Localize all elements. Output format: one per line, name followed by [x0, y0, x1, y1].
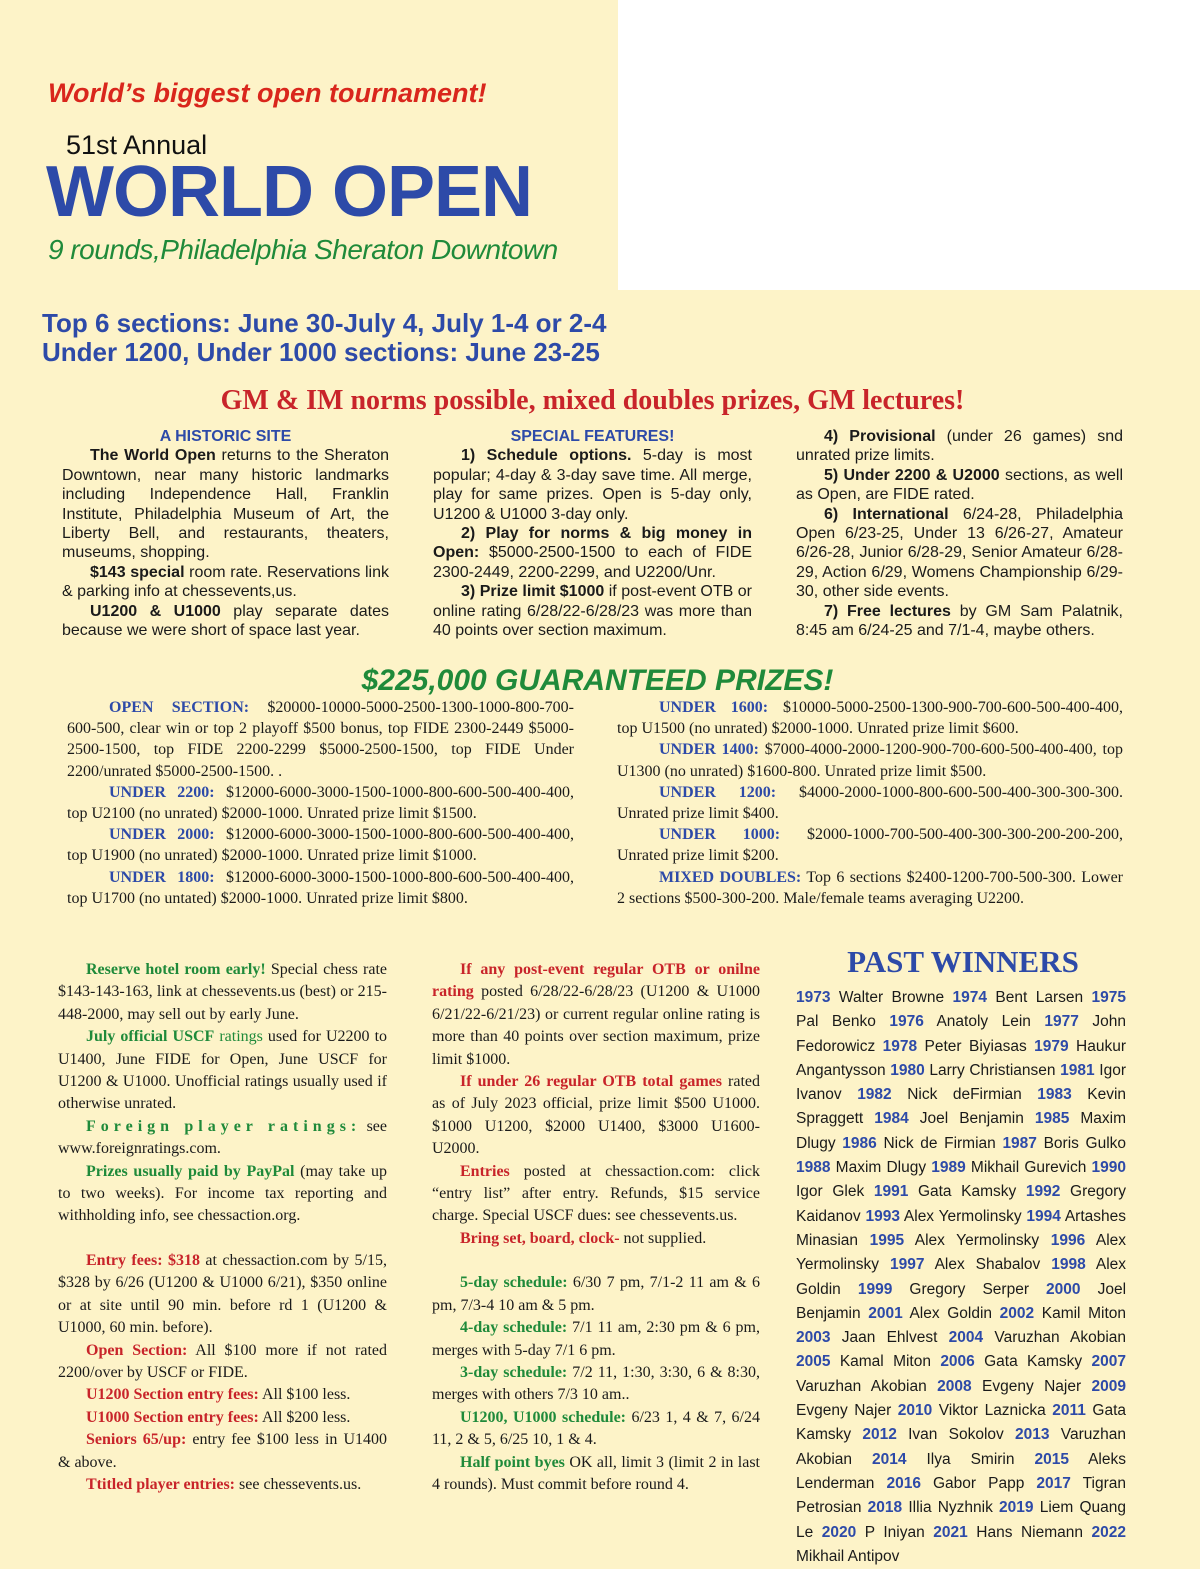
winner-year: 1985: [1034, 1110, 1070, 1128]
winner-year: 2018: [867, 1499, 903, 1517]
historic-heading: A HISTORIC SITE: [159, 428, 292, 445]
winner-name: Ivan Sokolov: [908, 1426, 1004, 1444]
winner-name: Varuzhan Akobian: [796, 1377, 927, 1395]
historic-p3: U1200 & U1000 play separate dates because we were short of space last year.: [62, 602, 389, 640]
winner-name: Gregory Kaidanov: [796, 1183, 1127, 1225]
dates-line-1: Top 6 sections: June 30-July 4, July 1-4 or 2-4: [42, 308, 607, 338]
winner-name: Kamil Miton: [1041, 1304, 1126, 1322]
winner-year: 1981: [1060, 1061, 1095, 1079]
winner-year: 2007: [1091, 1353, 1126, 1371]
paypal-info: Prizes usually paid by PayPal (may take up to two weeks). For income tax reporting and withholding info, see chessaction.org.: [58, 1162, 387, 1225]
winner-name: Peter Biyiasas: [924, 1037, 1027, 1055]
winner-year: 1982: [857, 1086, 892, 1104]
winner-name: Kevin Spraggett: [796, 1086, 1127, 1128]
winner-name: Artashes Minasian: [796, 1207, 1127, 1249]
historic-p1: The World Open returns to the Sheraton Downtown, near many historic landmarks including Independence Hall, Franklin Institute, Philadelphia Museum of Art, the Liberty Bell, and restaurants, theaters, museums, shopping.: [62, 447, 389, 562]
foreign-ratings-info: Foreign player ratings: see www.foreignratings.com.: [58, 1117, 387, 1158]
winner-name: Mikhail Antipov: [796, 1547, 900, 1565]
u1200-fee: U1200 Section entry fees: All $100 less.: [86, 1386, 351, 1404]
tournament-dates: [42, 309, 606, 367]
winner-year: 1977: [1044, 1013, 1079, 1031]
prizes-title: $225,000 GUARANTEED PRIZES!: [361, 664, 834, 697]
winner-year: 1979: [1034, 1037, 1069, 1055]
winner-name: Joel Benjamin: [796, 1280, 1127, 1322]
winner-year: 2020: [821, 1523, 857, 1541]
winner-year: 1996: [1050, 1231, 1086, 1249]
prize-u1600: UNDER 1600: $10000-5000-2500-1300-900-700-600-500-400-400, top U1500 (no unrated) $2000-1000. Unrated prize limit $600.: [617, 699, 1124, 738]
winner-year: 1994: [1026, 1207, 1061, 1225]
winner-name: Illia Nyzhnik: [908, 1499, 993, 1517]
winner-year: 1976: [889, 1013, 924, 1031]
winner-year: 2001: [868, 1304, 903, 1322]
white-corner-panel: [618, 0, 1200, 290]
winner-year: 1978: [882, 1037, 918, 1055]
winner-year: 2015: [1034, 1450, 1069, 1468]
winner-year: 1974: [952, 989, 987, 1006]
winner-year: 2016: [886, 1474, 921, 1492]
winner-name: Varuzhan Akobian: [994, 1329, 1127, 1347]
annual-label: 51st Annual: [66, 130, 208, 160]
winner-name: Varuzhan Akobian: [796, 1426, 1126, 1468]
winner-year: 1988: [796, 1159, 831, 1177]
dates-line-2: Under 1200, Under 1000 sections: June 23-25: [42, 337, 600, 367]
past-winners-list: [796, 986, 1126, 1569]
winner-name: Nick de Firmian: [883, 1134, 996, 1152]
special-features-column: [433, 427, 752, 640]
hotel-info: Reserve hotel room early! Special chess rate $143-143-163, link at chessevents.us (best) or 215-448-2000, may sell out by early June.: [58, 961, 387, 1023]
winner-year: 1991: [873, 1183, 909, 1201]
winner-name: Gata Kamsky: [984, 1353, 1083, 1371]
hotel-entry-column: [58, 959, 387, 1496]
rules-schedule-column: [432, 959, 760, 1496]
schedule-4-day: 4-day schedule: 7/1 11 am, 2:30 pm & 6 pm, merges with 5-day 7/1 6 pm.: [432, 1319, 760, 1359]
winner-year: 2004: [948, 1329, 984, 1347]
prize-u2000: UNDER 2000: $12000-6000-3000-1500-1000-800-600-500-400-400, top U1900 (no unrated) $2000-1000. Unrated prize limit $1000.: [67, 826, 575, 865]
under-26-games-rule: If under 26 regular OTB total games rated as of July 2023 official, prize limit $500 U1000. $1000 U1200, $2000 U1400, $3000 U1600-U2000.: [432, 1073, 760, 1158]
prize-u1000: UNDER 1000: $2000-1000-700-500-400-300-300-200-200-200, Unrated prize limit $200.: [617, 826, 1124, 865]
post-event-rating-rule: If any post-event regular OTB or onilne rating posted 6/28/22-6/28/23 (U1200 & U1000 6/21/22-6/21/23) or current regular online rating is more than 40 points over section maximum, prize limit $1000.: [432, 961, 760, 1068]
winner-year: 2003: [796, 1329, 831, 1347]
winner-name: Anatoly Lein: [936, 1013, 1031, 1031]
prize-u1200: UNDER 1200: $4000-2000-1000-800-600-500-400-300-300-300. Unrated prize limit $400.: [617, 783, 1124, 823]
feature-7: 7) Free lectures by GM Sam Palatnik, 8:45 am 6/24-25 and 7/1-4, maybe others.: [796, 602, 1124, 640]
feature-5: 5) Under 2200 & U2000 sections, as well as Open, are FIDE rated.: [796, 466, 1124, 504]
schedule-u1200-u1000: U1200, U1000 schedule: 6/23 1, 4 & 7, 6/24 11, 2 & 5, 6/25 10, 1 & 4.: [432, 1408, 760, 1449]
winner-year: 1998: [1051, 1256, 1086, 1274]
winner-year: 2013: [1015, 1426, 1050, 1444]
winner-year: 2005: [796, 1353, 831, 1371]
titled-entries: Ttitled player entries: see chessevents.us.: [86, 1475, 362, 1493]
prize-u1400: UNDER 1400: $7000-4000-2000-1200-900-700-600-500-400-400, top U1300 (no unrated) $1600-800. Unrated prize limit $500.: [617, 741, 1123, 780]
winner-year: 2000: [1046, 1280, 1081, 1298]
subtitle: 9 rounds,Philadelphia Sheraton Downtown: [48, 234, 558, 265]
winner-year: 2002: [999, 1304, 1035, 1322]
prize-u1800: UNDER 1800: $12000-6000-3000-1500-1000-800-600-500-400-400, top U1700 (no untated) $2000-1000. Unrated prize limit $800.: [67, 868, 575, 907]
winner-name: Alex Goldin: [796, 1256, 1127, 1298]
seniors-fee: Seniors 65/up: entry fee $100 less in U1400 & above.: [58, 1431, 387, 1471]
winner-name: Gregory Serper: [909, 1280, 1029, 1298]
winner-name: Evgeny Najer: [982, 1377, 1082, 1395]
schedule-5-day: 5-day schedule: 6/30 7 pm, 7/1-2 11 am & 6 pm, 7/3-4 10 am & 5 pm.: [432, 1274, 760, 1314]
bring-set-info: Bring set, board, clock- not supplied.: [460, 1229, 707, 1247]
past-winners-title: PAST WINNERS: [847, 944, 1079, 979]
winner-year: 1984: [874, 1110, 909, 1128]
winner-name: Joel Benjamin: [919, 1110, 1024, 1128]
winner-name: Maxim Dlugy: [796, 1110, 1127, 1152]
winner-year: 1993: [865, 1207, 900, 1225]
winner-name: Evgeny Najer: [796, 1402, 892, 1420]
winner-name: Gata Kamsky: [796, 1402, 1126, 1444]
winner-year: 1986: [842, 1134, 877, 1152]
features-heading: SPECIAL FEATURES!: [510, 428, 675, 445]
feature-6: 6) International 6/24-28, Philadelphia Open 6/23-25, Under 13 6/26-27, Amateur 6/26-28, Junior 6/28-29, Senior Amateur 6/28-29, Action 6/29, Womens Championship 6/29-30, other side events.: [796, 505, 1123, 601]
winner-name: P Iniyan: [864, 1523, 925, 1541]
winner-year: 1987: [1002, 1134, 1037, 1152]
winner-year: 2011: [1052, 1402, 1086, 1420]
winner-name: Igor Glek: [796, 1183, 865, 1201]
open-section-fee: Open Section: All $100 more if not rated 2200/over by USCF or FIDE.: [58, 1341, 387, 1381]
winner-name: Bent Larsen: [995, 989, 1084, 1006]
winner-year: 2008: [937, 1377, 972, 1395]
winner-name: Ilya Smirin: [926, 1450, 1015, 1468]
page-title: WORLD OPEN: [46, 152, 532, 232]
winner-name: Liem Quang Le: [796, 1499, 1127, 1541]
prize-u2200: UNDER 2200: $12000-6000-3000-1500-1000-800-600-500-400-400, top U2100 (no unrated) $2000-1000. Unrated prize limit $1500.: [67, 783, 575, 823]
historic-p2: $143 special room rate. Reservations link & parking info at chessevents,us.: [62, 563, 389, 601]
winner-name: Gabor Papp: [933, 1474, 1025, 1492]
historic-site-column: [62, 427, 389, 640]
u1000-fee: U1000 Section entry fees: All $200 less.: [86, 1408, 351, 1426]
ratings-info: July official USCF ratings used for U2200 to U1400, June FIDE for Open, June USCF for U1200 & U1000. Unofficial ratings usually used if otherwise unrated.: [58, 1028, 388, 1113]
winner-name: Walter Browne: [838, 989, 945, 1006]
winner-name: Haukur Angantysson: [796, 1037, 1126, 1079]
winner-year: 2009: [1091, 1377, 1127, 1395]
winner-name: Alex Yermolinsky: [796, 1231, 1127, 1274]
winner-name: Boris Gulko: [1043, 1134, 1127, 1152]
features-continued-column: [796, 427, 1123, 640]
entry-fees-info: Entry fees: $318 at chessaction.com by 5/15, $328 by 6/26 (U1200 & U1000 6/21), $350 online or at site until 90 min. before rd 1 (U1200 & U1000, 60 min. before).: [58, 1251, 387, 1337]
winner-year: 2021: [933, 1523, 968, 1541]
winner-year: 1997: [889, 1256, 925, 1274]
winner-year: 1992: [1025, 1183, 1061, 1201]
winner-name: Maxim Dlugy: [835, 1159, 927, 1177]
winner-year: 1975: [1091, 989, 1127, 1006]
winner-year: 2012: [862, 1426, 897, 1444]
winner-name: Nick deFirmian: [907, 1086, 1022, 1104]
prize-mixed-doubles: MIXED DOUBLES: Top 6 sections $2400-1200-700-500-300. Lower 2 sections $500-300-200. Male/female teams averaging U2200.: [617, 868, 1124, 907]
feature-4: 4) Provisional (under 26 games) snd unrated prize limits.: [796, 428, 1123, 465]
winner-name: Alex Shabalov: [934, 1256, 1041, 1274]
norms-banner: GM & IM norms possible, mixed doubles prizes, GM lectures!: [220, 385, 965, 416]
winner-year: 1983: [1037, 1086, 1072, 1104]
winner-year: 2022: [1091, 1523, 1127, 1541]
winner-year: 1989: [931, 1159, 966, 1177]
winner-name: Alex Goldin: [909, 1304, 993, 1322]
winner-year: 1995: [869, 1231, 905, 1249]
prize-open: OPEN SECTION: $20000-10000-5000-2500-1300-1000-800-700-600-500, clear win or top 2 playoff $500 bonus, top FIDE 2300-2449 $5000-2500-1500, top FIDE 2200-2299 $5000-2500-1500, top FIDE Under 2200/unrated $5000-2500-1500. .: [67, 699, 575, 780]
winner-name: Mikhail Gurevich: [970, 1159, 1087, 1177]
winner-year: 2017: [1036, 1474, 1071, 1492]
winner-name: Larry Christiansen: [929, 1061, 1056, 1079]
winner-year: 2006: [940, 1353, 975, 1371]
winner-name: Tigran Petrosian: [796, 1474, 1126, 1517]
winner-name: Kamal Miton: [839, 1353, 931, 1371]
winner-year: 2014: [872, 1450, 907, 1468]
winner-year: 1973: [796, 989, 831, 1006]
winner-name: Viktor Laznicka: [938, 1402, 1046, 1420]
winner-name: John Fedorowicz: [796, 1013, 1126, 1055]
winner-name: Gata Kamsky: [917, 1183, 1017, 1201]
winner-year: 2010: [897, 1402, 933, 1420]
prizes-right-column: [617, 697, 1123, 909]
prizes-left-column: [67, 697, 574, 909]
feature-2: 2) Play for norms & big money in Open: $5000-2500-1500 to each of FIDE 2300-2449, 2200-2299, and U2200/Unr.: [433, 525, 752, 581]
winner-year: 2019: [999, 1499, 1034, 1517]
winner-name: Aleks Lenderman: [796, 1450, 1126, 1492]
winner-name: Alex Yermolinsky: [903, 1207, 1022, 1225]
entries-info: Entries posted at chessaction.com: click “entry list” after entry. Refunds, $15 service charge. Special USCF dues: see chessevents.us.: [432, 1162, 760, 1225]
feature-3: 3) Prize limit $1000 if post-event OTB or online rating 6/28/22-6/28/23 was more than 40 points over section maximum.: [433, 583, 753, 640]
winner-name: Pal Benko: [796, 1013, 876, 1031]
winner-name: Hans Niemann: [976, 1523, 1084, 1541]
tagline: World’s biggest open tournament!: [48, 78, 487, 108]
schedule-3-day: 3-day schedule: 7/2 11, 1:30, 3:30, 6 & 8:30, merges with others 7/3 10 am..: [432, 1363, 760, 1404]
winner-year: 1999: [857, 1280, 893, 1298]
winner-name: Igor Ivanov: [796, 1061, 1126, 1104]
winner-name: Jaan Ehlvest: [841, 1329, 938, 1347]
winner-name: Alex Yermolinsky: [914, 1231, 1040, 1249]
feature-1: 1) Schedule options. 5-day is most popular; 4-day & 3-day save time. All merge, play for same prizes. Open is 5-day only, U1200 & U1000 3-day only.: [433, 447, 752, 523]
winner-year: 1990: [1091, 1159, 1126, 1177]
half-point-byes: Half point byes OK all, limit 3 (limit 2 in last 4 rounds). Must commit before round 4.: [432, 1453, 761, 1493]
winner-year: 1980: [890, 1061, 925, 1079]
